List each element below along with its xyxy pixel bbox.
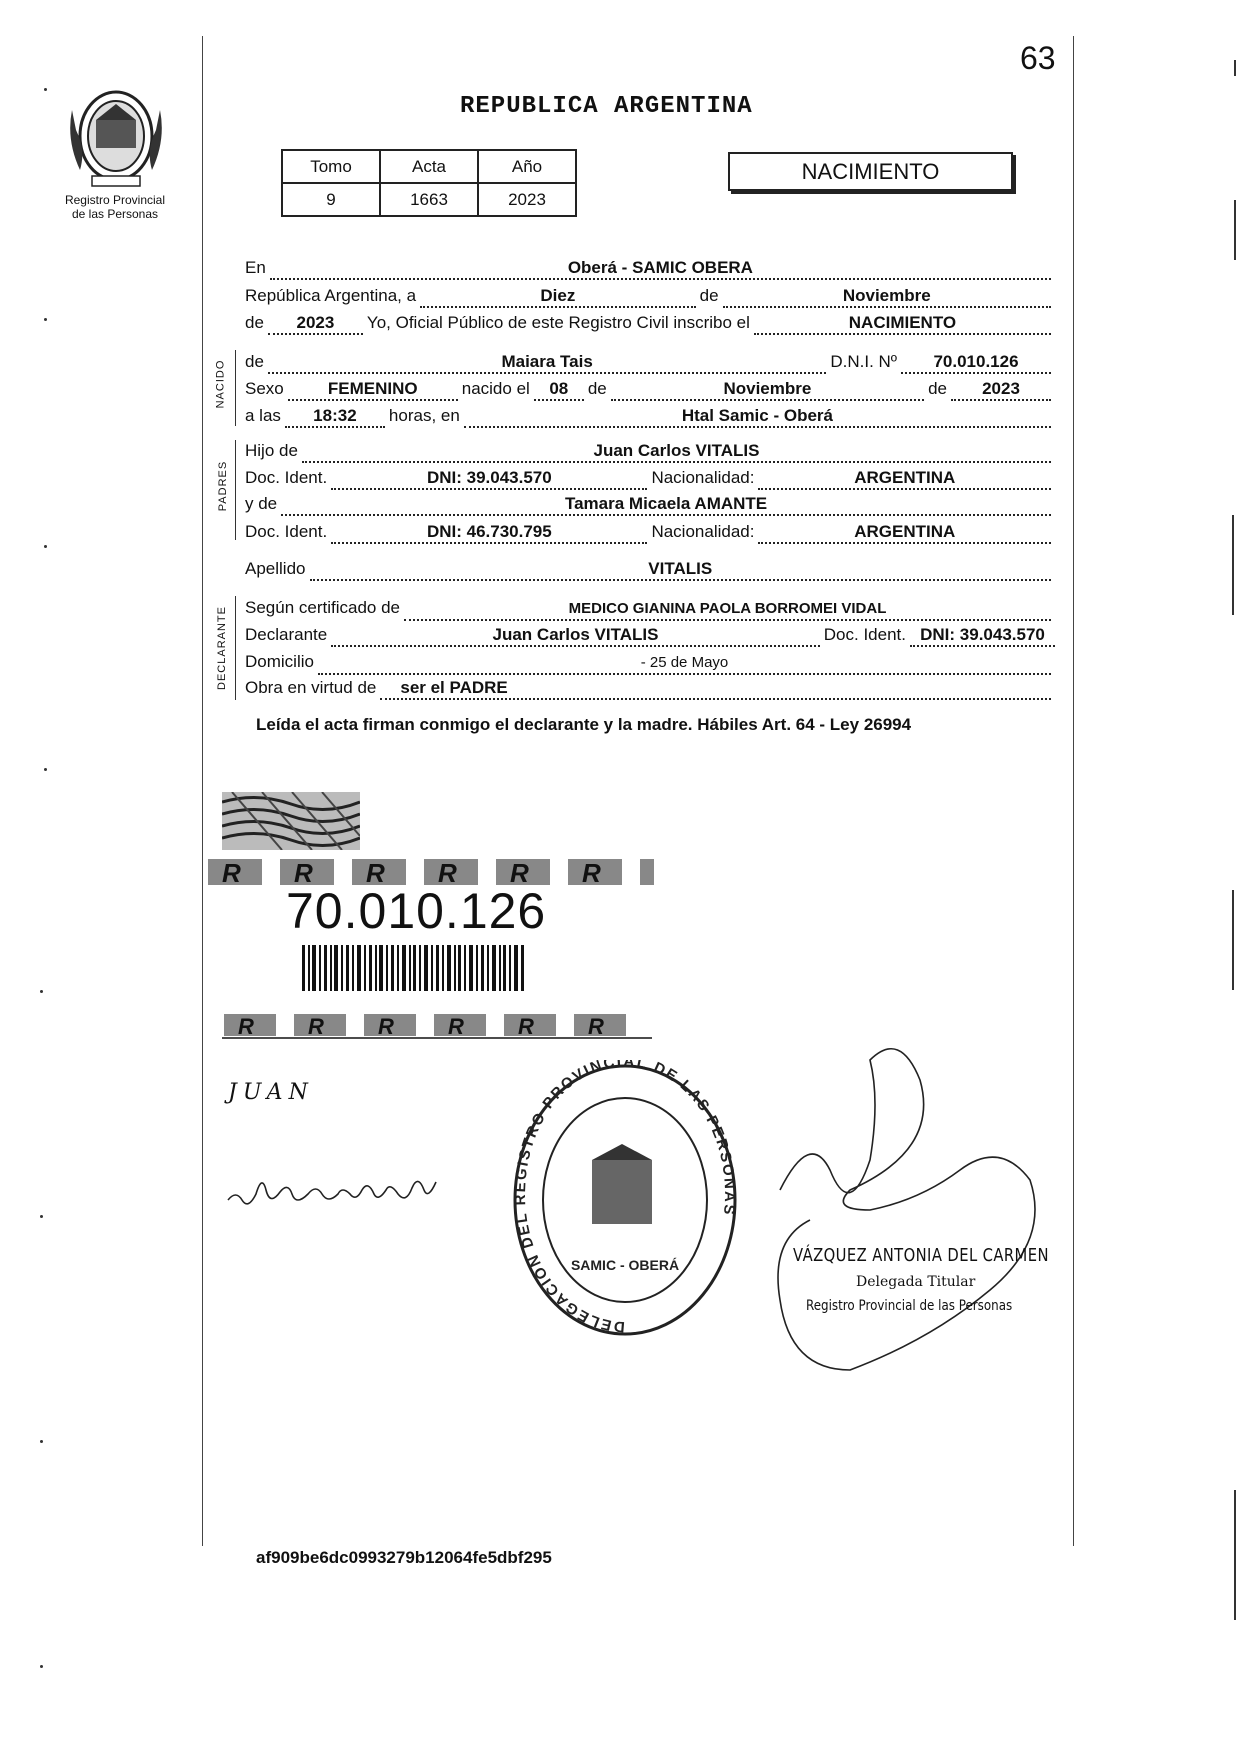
birth-place: Htal Samic - Oberá [464, 407, 1051, 428]
certificate-value: MEDICO GIANINA PAOLA BORROMEI VIDAL [404, 600, 1051, 621]
de2-label: de [245, 313, 264, 332]
apellido-value: VITALIS [310, 560, 1052, 581]
mother-doc: DNI: 46.730.795 [331, 523, 647, 544]
obra-label: Obra en virtud de [245, 678, 377, 697]
registry-line1: Registro Provincial [64, 193, 166, 207]
declarante-line-1 [245, 598, 1055, 621]
svg-text:R: R [294, 858, 313, 888]
document-title: REPUBLICA ARGENTINA [460, 93, 753, 120]
horas-label: horas, en [388, 406, 460, 425]
padres-side-label: PADRES [217, 460, 230, 512]
father-nationality: ARGENTINA [758, 469, 1051, 490]
father-doc-label: Doc. Ident. [245, 468, 328, 487]
province-seal-logo [62, 80, 170, 190]
svg-text:R: R [238, 1014, 254, 1039]
apellido-label: Apellido [245, 559, 306, 578]
apellido-line [245, 559, 1055, 581]
day-value: Diez [420, 287, 696, 308]
mother-doc-label: Doc. Ident. [245, 522, 328, 541]
child-dni: 70.010.126 [901, 353, 1051, 374]
child-name: Maiara Tais [268, 353, 826, 374]
mother-nationality: ARGENTINA [758, 523, 1051, 544]
margin-dot [44, 768, 47, 771]
declarante-line-2 [245, 625, 1055, 647]
svg-text:R: R [222, 858, 241, 888]
en-label: En [245, 258, 266, 277]
nacido-el-label: nacido el [461, 379, 530, 398]
svg-text:R: R [308, 1014, 324, 1039]
margin-dot [40, 1665, 43, 1668]
domicilio-label: Domicilio [245, 652, 314, 671]
margin-dot [44, 88, 47, 91]
record-type-box: NACIMIENTO [728, 152, 1013, 191]
svg-text:R: R [448, 1014, 464, 1039]
declarante-bracket [235, 596, 236, 700]
birth-day: 08 [534, 380, 584, 401]
document-hash: af909be6dc0993279b12064fe5dbf295 [256, 1548, 552, 1567]
page-number: 63 [1020, 40, 1056, 76]
security-pattern-image [222, 792, 360, 850]
year-value: 2023 [268, 314, 363, 335]
nacido-line-1 [245, 352, 1055, 374]
anio-header: Año [478, 150, 576, 183]
nacido-line-3 [245, 406, 1055, 428]
padres-line-3 [245, 494, 1055, 516]
mother-signature [222, 1160, 462, 1220]
mother-name: Tamara Micaela AMANTE [281, 495, 1051, 516]
nacido-bracket [235, 350, 236, 426]
closing-text: Leída el acta firman conmigo el declarante y la madre. Hábiles Art. 64 - Ley 26994 [256, 715, 912, 734]
edge-mark [1232, 890, 1234, 990]
nacido-de-label: de [245, 352, 264, 371]
de-label: de [699, 286, 719, 305]
birth-hour: 18:32 [285, 407, 385, 428]
delegation-seal [510, 1060, 740, 1340]
obra-value: ser el PADRE [380, 679, 1051, 700]
registry-label [40, 193, 190, 221]
left-margin-line [202, 36, 203, 1546]
tomo-value: 9 [282, 183, 380, 216]
official-office: Registro Provincial de las Personas [806, 1298, 1013, 1314]
a-las-label: a las [245, 406, 281, 425]
official-name: VÁZQUEZ ANTONIA DEL CARMEN [793, 1245, 1049, 1266]
padres-line-4 [245, 522, 1055, 544]
padres-line-2 [245, 468, 1055, 490]
declarante-doc: DNI: 39.043.570 [910, 626, 1055, 647]
hijo-label: Hijo de [245, 441, 298, 460]
declarante-name: Juan Carlos VITALIS [331, 626, 820, 647]
declarante-signature: JUAN [228, 1080, 314, 1105]
seal-center-text: SAMIC - OBERÁ [570, 1257, 680, 1273]
birth-de2-label: de [928, 379, 947, 398]
declarante-line-4 [245, 678, 1055, 700]
sexo-label: Sexo [245, 379, 284, 398]
intro-line-2 [245, 286, 1055, 308]
svg-text:R: R [438, 858, 457, 888]
declarante-side-label: DECLARANTE [215, 606, 228, 690]
dni-label: D.N.I. Nº [830, 352, 897, 371]
place-value: Oberá - SAMIC OBERA [270, 259, 1051, 280]
margin-dot [40, 990, 43, 993]
acta-table [281, 149, 577, 217]
edge-mark [1234, 60, 1236, 76]
y-de-label: y de [245, 494, 278, 513]
domicilio-value: - 25 de Mayo [318, 654, 1051, 675]
svg-text:R: R [588, 1014, 604, 1039]
svg-text:R: R [366, 858, 385, 888]
father-doc: DNI: 39.043.570 [331, 469, 647, 490]
acta-value: 1663 [380, 183, 478, 216]
edge-mark [1234, 1490, 1236, 1620]
edge-mark [1232, 515, 1234, 615]
declarante-doc-label: Doc. Ident. [823, 625, 906, 644]
declarante-label: Declarante [245, 625, 328, 644]
margin-dot [40, 1440, 43, 1443]
registry-r-marks-bottom [222, 1010, 652, 1040]
svg-text:R: R [518, 1014, 534, 1039]
intro-line-3 [245, 313, 1055, 335]
month-value: Noviembre [723, 287, 1051, 308]
declarante-line-3 [245, 652, 1055, 675]
padres-line-1 [245, 441, 1055, 463]
padres-bracket [235, 440, 236, 540]
right-margin-line [1073, 36, 1074, 1546]
sexo-value: FEMENINO [288, 380, 458, 401]
republica-label: República Argentina, a [245, 286, 417, 305]
svg-text:R: R [378, 1014, 394, 1039]
tomo-header: Tomo [282, 150, 380, 183]
mother-nac-label: Nacionalidad: [651, 522, 755, 541]
birth-de-label: de [587, 379, 607, 398]
father-name: Juan Carlos VITALIS [302, 442, 1051, 463]
svg-text:R: R [510, 858, 529, 888]
nacido-side-label: NACIDO [214, 359, 227, 409]
official-title: Delegada Titular [856, 1274, 976, 1290]
birth-month: Noviembre [611, 380, 924, 401]
registry-line2: de las Personas [71, 207, 159, 221]
margin-dot [44, 318, 47, 321]
nacido-line-2 [245, 379, 1055, 401]
anio-value: 2023 [478, 183, 576, 216]
birth-year: 2023 [951, 380, 1051, 401]
oficial-text: Yo, Oficial Público de este Registro Civil inscribo el [366, 313, 750, 332]
seal-ring-text: DELEGACIÓN DEL REGISTRO PROVINCIAL DE LAS PERSONAS [511, 1060, 739, 1336]
acta-header: Acta [380, 150, 478, 183]
father-nac-label: Nacionalidad: [651, 468, 755, 487]
margin-dot [40, 1215, 43, 1218]
barcode [302, 945, 526, 991]
margin-dot [44, 545, 47, 548]
intro-line-1 [245, 258, 1055, 280]
inscribe-type: NACIMIENTO [754, 314, 1051, 335]
svg-text:R: R [582, 858, 601, 888]
edge-mark [1234, 200, 1236, 260]
stamp-number: 70.010.126 [286, 883, 547, 939]
official-signature [770, 1040, 1060, 1380]
segun-label: Según certificado de [245, 598, 400, 617]
